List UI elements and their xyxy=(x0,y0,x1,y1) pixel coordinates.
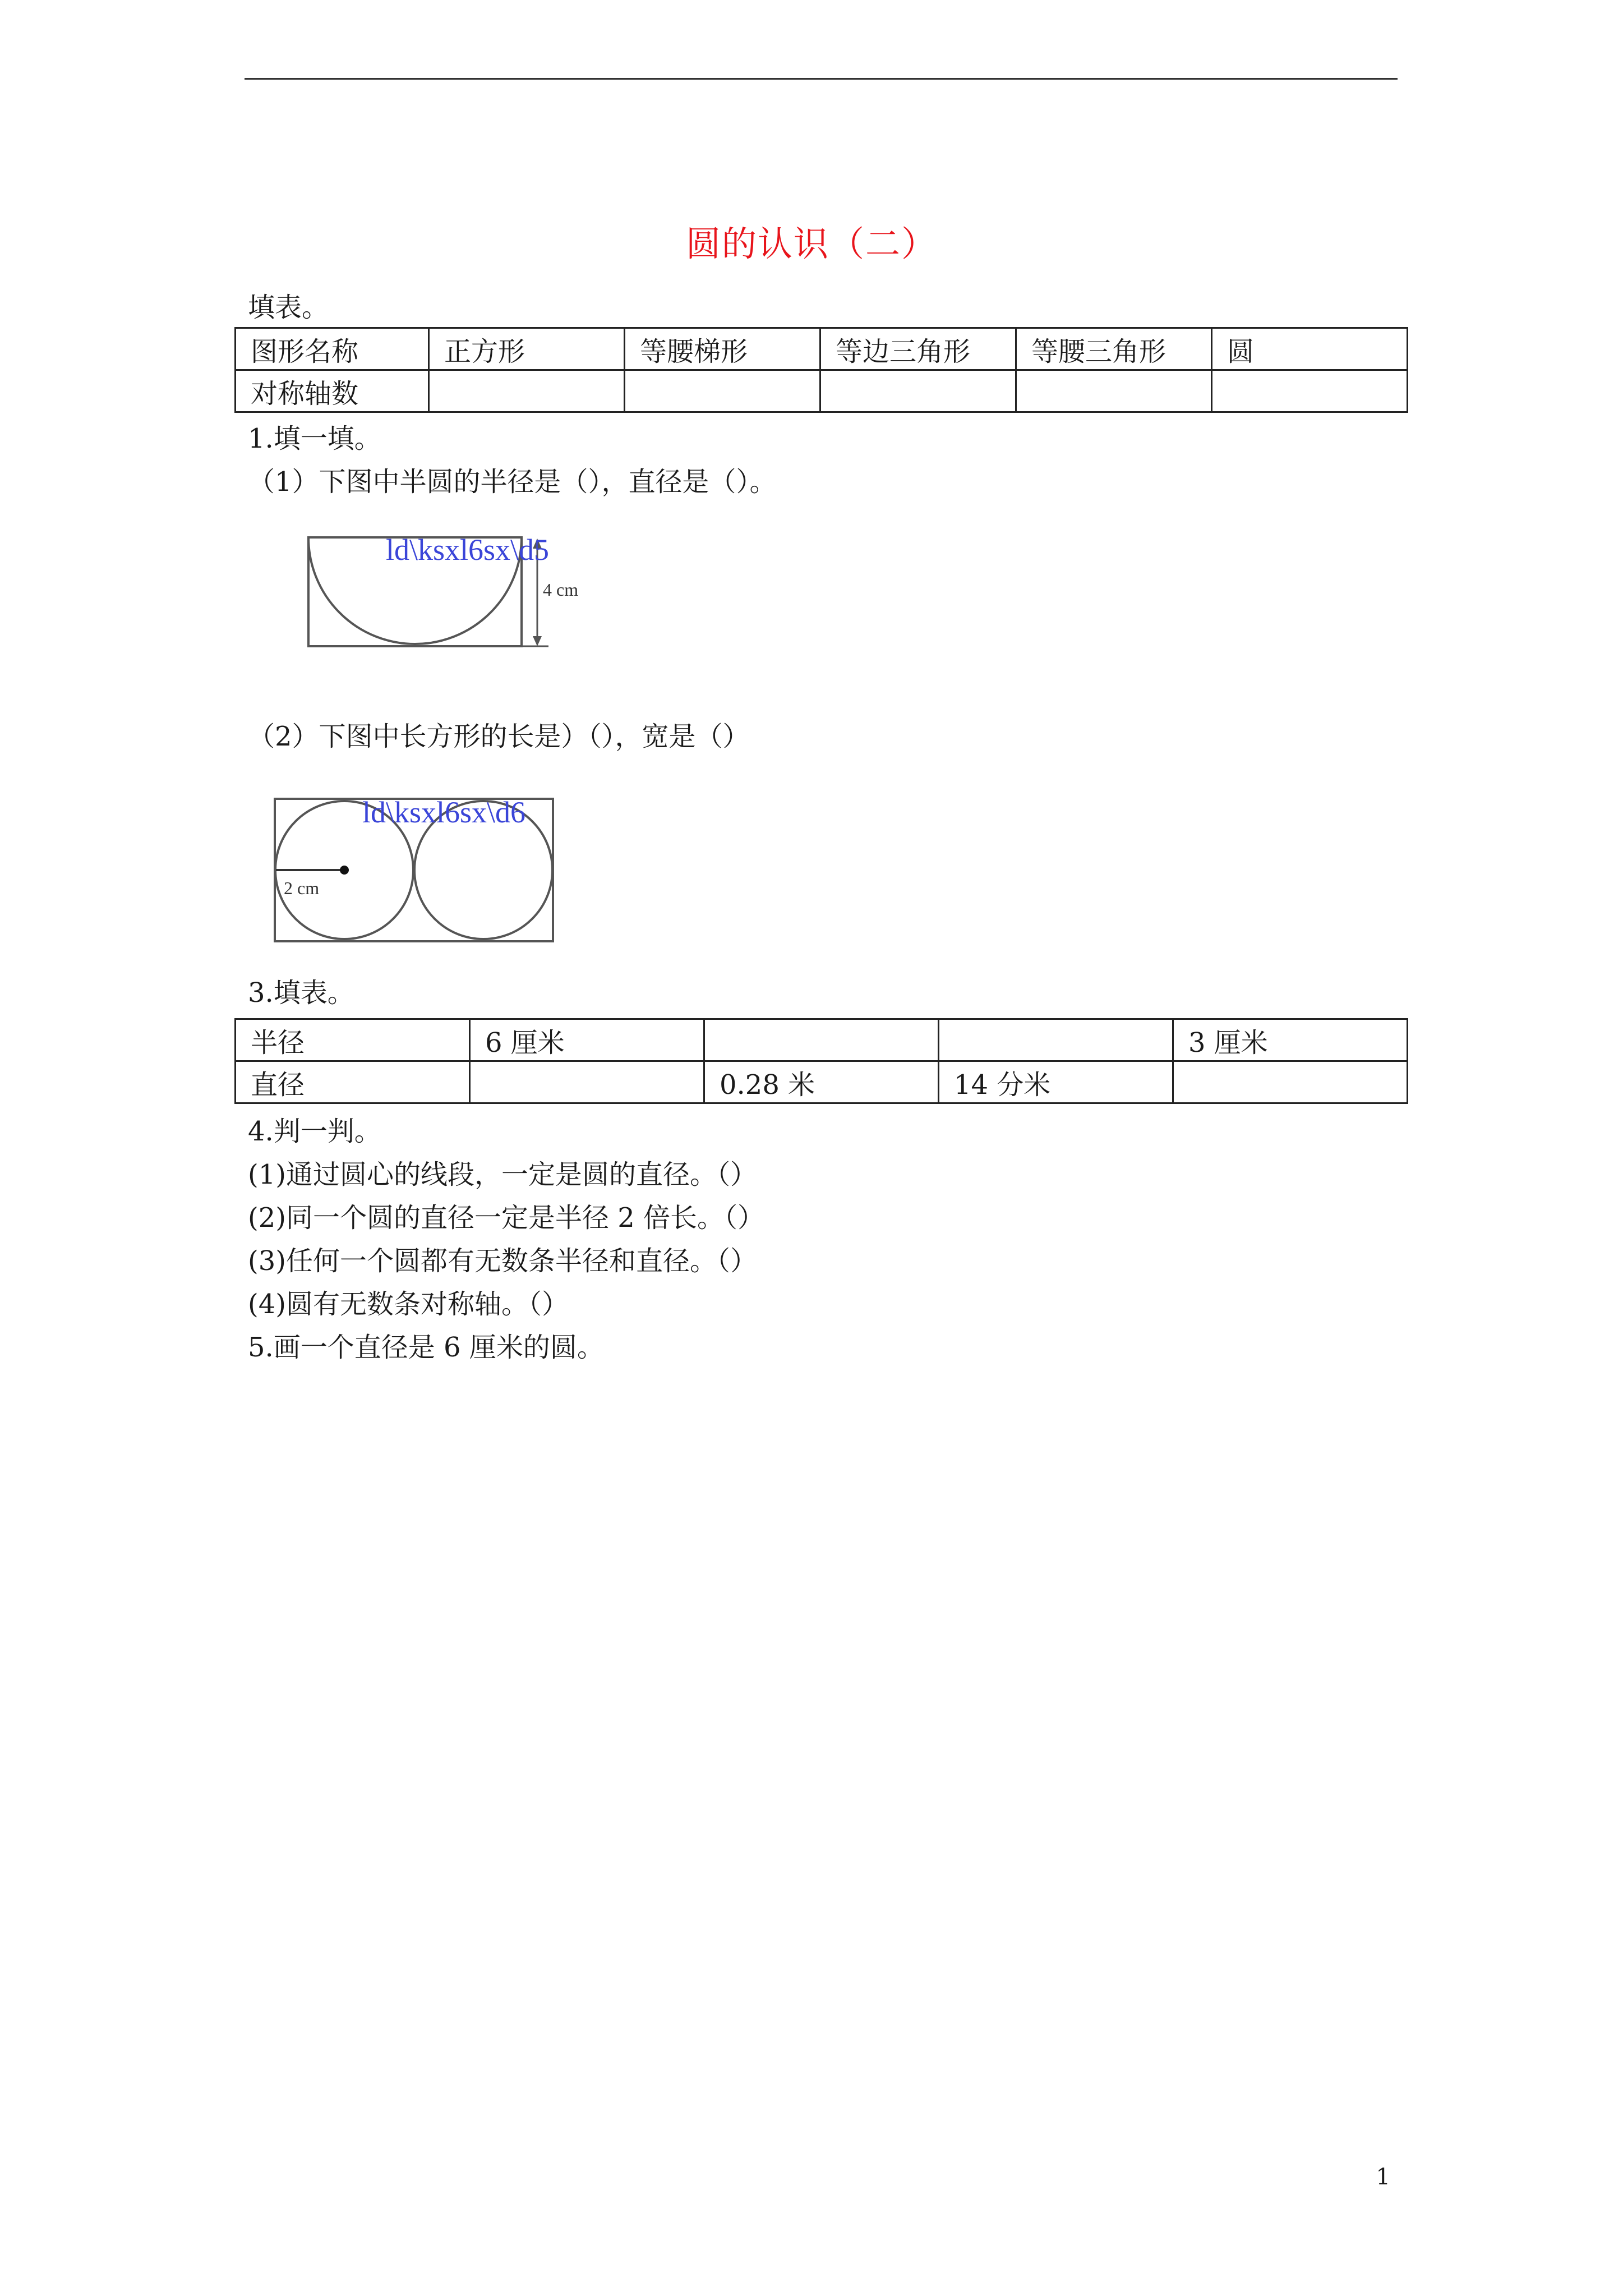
table-cell: 等边三角形 xyxy=(820,328,1016,370)
question-3-heading: 3.填表。 xyxy=(248,977,354,1009)
answer-cell[interactable] xyxy=(1173,1061,1408,1103)
judge-item: (2)同一个圆的直径一定是半径 2 倍长。（） xyxy=(248,1202,765,1234)
table-cell: 等腰梯形 xyxy=(625,328,820,370)
watermark-text: ld\ksxl6sx\d6 xyxy=(362,795,526,829)
question-1-2: （2）下图中长方形的长是）（），宽是（） xyxy=(248,721,750,752)
question-1-heading: 1.填一填。 xyxy=(248,423,381,454)
table-row xyxy=(236,1061,1408,1103)
table-cell: 等腰三角形 xyxy=(1016,328,1212,370)
table-cell: 6 厘米 xyxy=(470,1019,704,1061)
table-cell: 直径 xyxy=(236,1061,470,1103)
answer-cell[interactable] xyxy=(470,1061,704,1103)
answer-cell[interactable] xyxy=(1016,370,1212,412)
radius-diameter-table xyxy=(234,1018,1408,1104)
arrow-head-down xyxy=(533,636,542,646)
judge-item: (3)任何一个圆都有无数条半径和直径。（） xyxy=(248,1245,757,1277)
question-1-1: （1）下图中半圆的半径是（），直径是（）。 xyxy=(248,466,777,498)
radius-label: 2 cm xyxy=(284,878,320,898)
question-4-heading: 4.判一判。 xyxy=(248,1116,381,1147)
semicircle-figure xyxy=(268,533,579,651)
center-dot xyxy=(340,866,349,875)
answer-cell[interactable] xyxy=(1212,370,1408,412)
section-heading: 填表。 xyxy=(248,292,329,323)
table-cell: 半径 xyxy=(236,1019,470,1061)
answer-cell[interactable] xyxy=(429,370,625,412)
judge-item: (1)通过圆心的线段，一定是圆的直径。（） xyxy=(248,1159,757,1190)
page-number: 1 xyxy=(1376,2164,1390,2190)
answer-cell[interactable] xyxy=(704,1019,939,1061)
dimension-label: 4 cm xyxy=(543,579,579,600)
two-circles-figure xyxy=(271,795,563,947)
table-cell: 图形名称 xyxy=(236,328,429,370)
table-cell: 正方形 xyxy=(429,328,625,370)
table-row xyxy=(236,328,1408,370)
judge-item: (4)圆有无数条对称轴。（） xyxy=(248,1289,569,1320)
table-cell: 14 分米 xyxy=(939,1061,1173,1103)
symmetry-table xyxy=(234,327,1408,413)
answer-cell[interactable] xyxy=(820,370,1016,412)
table-cell: 对称轴数 xyxy=(236,370,429,412)
question-5-heading: 5.画一个直径是 6 厘米的圆。 xyxy=(248,1332,604,1363)
answer-cell[interactable] xyxy=(939,1019,1173,1061)
table-row xyxy=(236,370,1408,412)
header-rule xyxy=(245,78,1398,80)
watermark-text: ld\ksxl6sx\d5 xyxy=(386,533,550,567)
table-row xyxy=(236,1019,1408,1061)
page-title: 圆的认识（二） xyxy=(685,223,937,264)
table-cell: 圆 xyxy=(1212,328,1408,370)
table-cell: 3 厘米 xyxy=(1173,1019,1408,1061)
table-cell: 0.28 米 xyxy=(704,1061,939,1103)
answer-cell[interactable] xyxy=(625,370,820,412)
